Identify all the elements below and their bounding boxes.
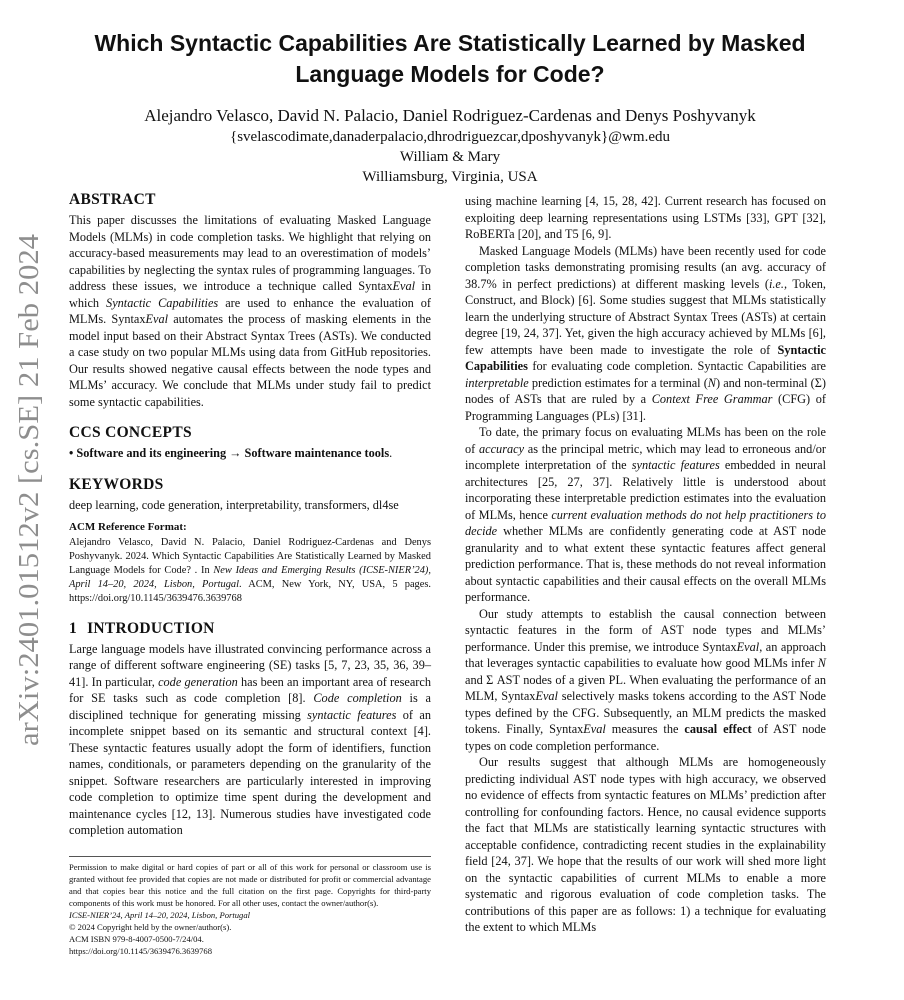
author-location: Williamsburg, Virginia, USA xyxy=(362,169,538,185)
author-block xyxy=(70,105,830,187)
intro-paragraph-results: Our results suggest that although MLMs are homogeneously predicting individual AST node types with high accuracy, we observed no evidence of effects from syntactic features on MLMs’ prediction after controlling for confounding factors. Hence, no causal evidence supports the fact that MLMs are statistically learning syntactic structures with acceptable confidence, contradicting recent studies in the explainability field [24, 37]. We hope that the results of our work will shed more light on the syntactic capabilities of current MLMs to enable a more systematic and rigorous evaluation of code completion tasks. The contributions of this paper are as follows: 1) a technique for evaluating the extent to which MLMs xyxy=(465,755,826,934)
ccs-heading: CCS CONCEPTS xyxy=(69,424,192,441)
author-names: Alejandro Velasco, David N. Palacio, Daniel Rodriguez-Cardenas and Denys Poshyvanyk xyxy=(144,106,756,125)
copyright-footnote xyxy=(69,856,431,957)
intro-paragraph-accuracy: To date, the primary focus on evaluating MLMs has been on the role of accuracy as the principal metric, which may lead to erroneous and/or incomplete interpretation of the syntactic features embedded in neural architectures [25, 27, 37]. Relatively little is understood about incorporating these interpretable prediction estimates into the evaluation of MLMs, hence current evaluation methods do not help practitioners to decide whether MLMs are confidently generating code at AST node granularity and to what extent these syntactic features affect general prediction performance. That is, these methods do not reveal information about syntactic capabilities and their causal effects on the overall MLMs performance. xyxy=(465,425,826,604)
introduction-text: Large language models have illustrated convincing performance across a range of different software engineering (SE) tasks [5, 7, 23, 35, 36, 39–41]. In particular, code generation has been an important area of research for SE tasks such as code completion [8]. Code completion is a disciplined technique for generating missing syntactic features of an incomplete snippet based on its semantic and structural context [4]. These syntactic features usually adopt the form of identifiers, function names, conditionals, or parameters depending on the granularity of the snippet. Software researchers are particularly interested in improving code completion to optimize time spent during the development and maintenance cycles [12, 13]. Numerous studies have investigated code completion automation xyxy=(69,641,431,837)
introduction-heading: 1 INTRODUCTION xyxy=(69,619,215,637)
footnote-isbn: ACM ISBN 979-8-4007-0500-7/24/04. xyxy=(69,934,204,944)
footnote-venue: ICSE-NIER’24, April 14–20, 2024, Lisbon, Portugal xyxy=(69,910,251,920)
keywords-heading: KEYWORDS xyxy=(69,475,164,493)
author-emails: {svelascodimate,danaderpalacio,dhrodriguezcar,dposhyvanyk}@wm.edu xyxy=(230,129,670,145)
left-column xyxy=(69,190,431,839)
intro-continued: using machine learning [4, 15, 28, 42]. Current research has focused on exploiting deep learning representations using LSTMs [33], GPT [32], RoBERTa [20], and T5 [6, 9]. xyxy=(465,194,826,241)
paper-title: Which Syntactic Capabilities Are Statistically Learned by Masked Language Models for Code? xyxy=(94,30,806,87)
author-affiliation: William & Mary xyxy=(399,149,501,165)
footnote-doi[interactable]: https://doi.org/10.1145/3639476.3639768 xyxy=(69,946,212,956)
right-column xyxy=(465,193,826,936)
permission-notice: Permission to make digital or hard copies of part or all of this work for personal or classroom use is granted without fee provided that copies are not made or distributed for profit or commercial advantage and that copies bear this notice and the full citation on the first page. Copyrights for third-party components of this work must be honored. For all other uses, contact the owner/author(s). xyxy=(69,862,431,908)
arxiv-stamp-text: arXiv:2401.01512v2 [cs.SE] 21 Feb 2024 xyxy=(13,261,45,746)
footnote-copyright: © 2024 Copyright held by the owner/author(s). xyxy=(69,922,232,932)
abstract-heading: ABSTRACT xyxy=(69,191,156,208)
keywords-text: deep learning, code generation, interpretability, transformers, dl4se xyxy=(69,497,399,512)
acm-reference-heading: ACM Reference Format: xyxy=(69,521,187,533)
abstract-text: This paper discusses the limitations of evaluating Masked Language Models (MLMs) in code completion tasks. We highlight that relying on accuracy-based measurements may lead to an overestimation of models’ capabilities by neglecting the syntax rules of programming languages. To address these issues, we introduce a technique called SyntaxEval in which Syntactic Capabilities are used to enhance the evaluation of MLMs. SyntaxEval automates the process of masking elements in the model input based on their Abstract Syntax Trees (ASTs). We conducted a case study on two popular MLMs using data from GitHub repositories. Our results showed negative causal effects between the node types and MLMs’ accuracy. We conclude that MLMs under study fail to predict some syntactic capabilities. xyxy=(69,213,431,409)
acm-reference-text: Alejandro Velasco, David N. Palacio, Daniel Rodriguez-Cardenas and Denys Poshyvanyk. 2024. Which Syntactic Capabilities Are Statistically Learned by Masked Language Models for Code? . In New Ideas and Emerging Results (ICSE-NIER’24), April 14–20, 2024, Lisbon, Portugal. ACM, New York, NY, USA, 5 pages. https://doi.org/10.1145/3639476.3639768 xyxy=(69,536,431,604)
arxiv-stamp xyxy=(0,230,46,750)
ccs-text: • Software and its engineering → Software maintenance tools. xyxy=(69,446,393,460)
intro-paragraph-mlms: Masked Language Models (MLMs) have been recently used for code completion tasks demonstrating promising results (an avg. accuracy of 38.7% in perfect predictions) at different masking levels (i.e., Token, Construct, and Block) [6]. Some studies suggest that MLMs statistically learn the underlying structure of Abstract Syntax Trees (ASTs) at certain degree [19, 24, 37]. Yet, given the high accuracy achieved by MLMs [6], few attempts have been made to investigate the role of Syntactic Capabilities for evaluating code completion. Syntactic Capabilities are interpretable prediction estimates for a terminal (N) and non-terminal (Σ) nodes of ASTs that are ruled by a Context Free Grammar (CFG) of Programming Languages (PLs) [31]. xyxy=(465,243,826,423)
intro-paragraph-study: Our study attempts to establish the causal connection between syntactic features in the form of AST node types and MLMs’ performance. Under this premise, we introduce SyntaxEval, an approach that leverages syntactic capabilities to evaluate how good MLMs infer N and Σ AST nodes of a given PL. When evaluating the performance of an MLM, SyntaxEval selectively masks tokens according to the AST Node types defined by the CFG. Subsequently, an MLM predicts the masked tokens. Finally, SyntaxEval measures the causal effect of AST node types on code completion performance. xyxy=(465,606,827,753)
section-number: 1 xyxy=(69,619,78,637)
